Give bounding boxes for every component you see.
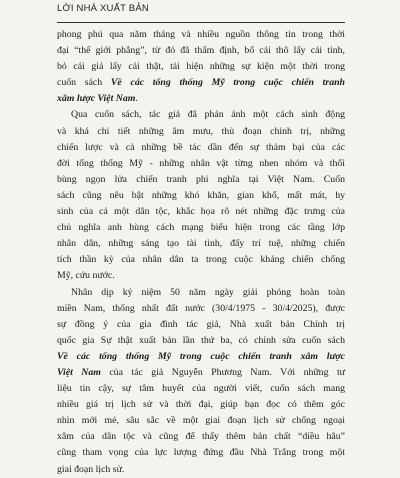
text-line: miền Nam, thống nhất đất nước (30/4/1975 - 30/4/2025), được [57, 302, 345, 314]
text-line: bỏ cái giả lấy cái thật, tái hiện những sự kiện một thời trong [57, 61, 345, 73]
text-line: cuốn sách Về các tổng thống Mỹ trong cuộc chiến tranh [57, 77, 345, 89]
text-line: giai đoạn lịch sử. [57, 463, 125, 475]
text-line: Mỹ, cứu nước. [57, 270, 115, 282]
text-line: đời tổng thống Mỹ - những nhân vật từng nhen nhóm và thổi [57, 157, 345, 169]
text-line: liệu tin cậy, sự tâm huyết của người viết, cuốn sách mang [57, 383, 345, 395]
text-line: và khá chi tiết những âm mưu, thủ đoạn chính trị, những [57, 125, 345, 137]
book-title-emphasis: Về các tổng thống Mỹ trong cuộc chiến tranh [110, 77, 345, 89]
text-line: chiến lược và cả những bề tác dần đến sự thảm bại của các [57, 141, 345, 153]
text-line: xâm của dân tộc và cũng để thấy thêm bản chất “diều hâu” [57, 431, 345, 443]
text-line: bùng ngọn lửa chiến tranh phi nghĩa tại Việt Nam. Cuốn [57, 173, 345, 185]
text-line: sách cũng nêu bật những khó khăn, gian khổ, mất mát, hy [57, 189, 345, 201]
text-line: đại “thế giới phẳng”, từ đó đã thẩm định, bổ cái thô lấy cái tinh, [57, 45, 345, 57]
book-title-emphasis: Việt Nam [57, 366, 101, 378]
text-line: sự đồng ý của gia đình tác giả, Nhà xuất bản Chính trị [57, 318, 345, 330]
text-line: xâm lược Việt Nam. [57, 93, 138, 105]
text-line: Nhân dịp kỷ niệm 50 năm ngày giải phóng hoàn toàn [71, 286, 345, 298]
body-text [57, 27, 345, 478]
book-title-emphasis: xâm lược Việt Nam [57, 93, 136, 105]
running-head: LỜI NHÀ XUẤT BẢN [57, 3, 149, 14]
text-line: nhân dân, những sáng tạo tài tình, đấy trí tuệ, những chiến [57, 238, 345, 250]
text-line: nhiều giá trị lịch sử và thời đại, giúp bạn đọc có thêm góc [57, 399, 345, 411]
text-line: tích thần kỳ của nhân dân ta trong cuộc kháng chiến chống [57, 254, 345, 266]
text-line: Về các tổng thống Mỹ trong cuộc chiến tranh xâm lược [57, 350, 345, 362]
text-line: phong phú qua năm tháng và nhiều nguồn thông tin trong thời [57, 29, 345, 40]
text-line: chủ nghĩa anh hùng cách mạng biểu hiện trong các tầng lớp [57, 222, 345, 234]
text-line: sinh của cả một dân tộc, khắc họa rõ nét những đặc trưng của [57, 206, 345, 218]
text-line: cũng tham vọng của lực lượng đứng đầu Nhà Trắng trong một [57, 447, 345, 459]
text-line: Qua cuốn sách, tác giả đã phản ánh một cách sinh động [71, 109, 345, 121]
text-line: quốc gia Sự thật xuất bản lần thứ ba, có chỉnh sửa cuốn sách [57, 334, 345, 346]
text-line: Việt Nam của tác giả Nguyễn Phương Nam. Với những tư [57, 366, 345, 378]
text-line: nhìn mới mẻ, sâu sắc về một giai đoạn lịch sử chống ngoại [57, 415, 345, 427]
header-rule [57, 22, 345, 23]
